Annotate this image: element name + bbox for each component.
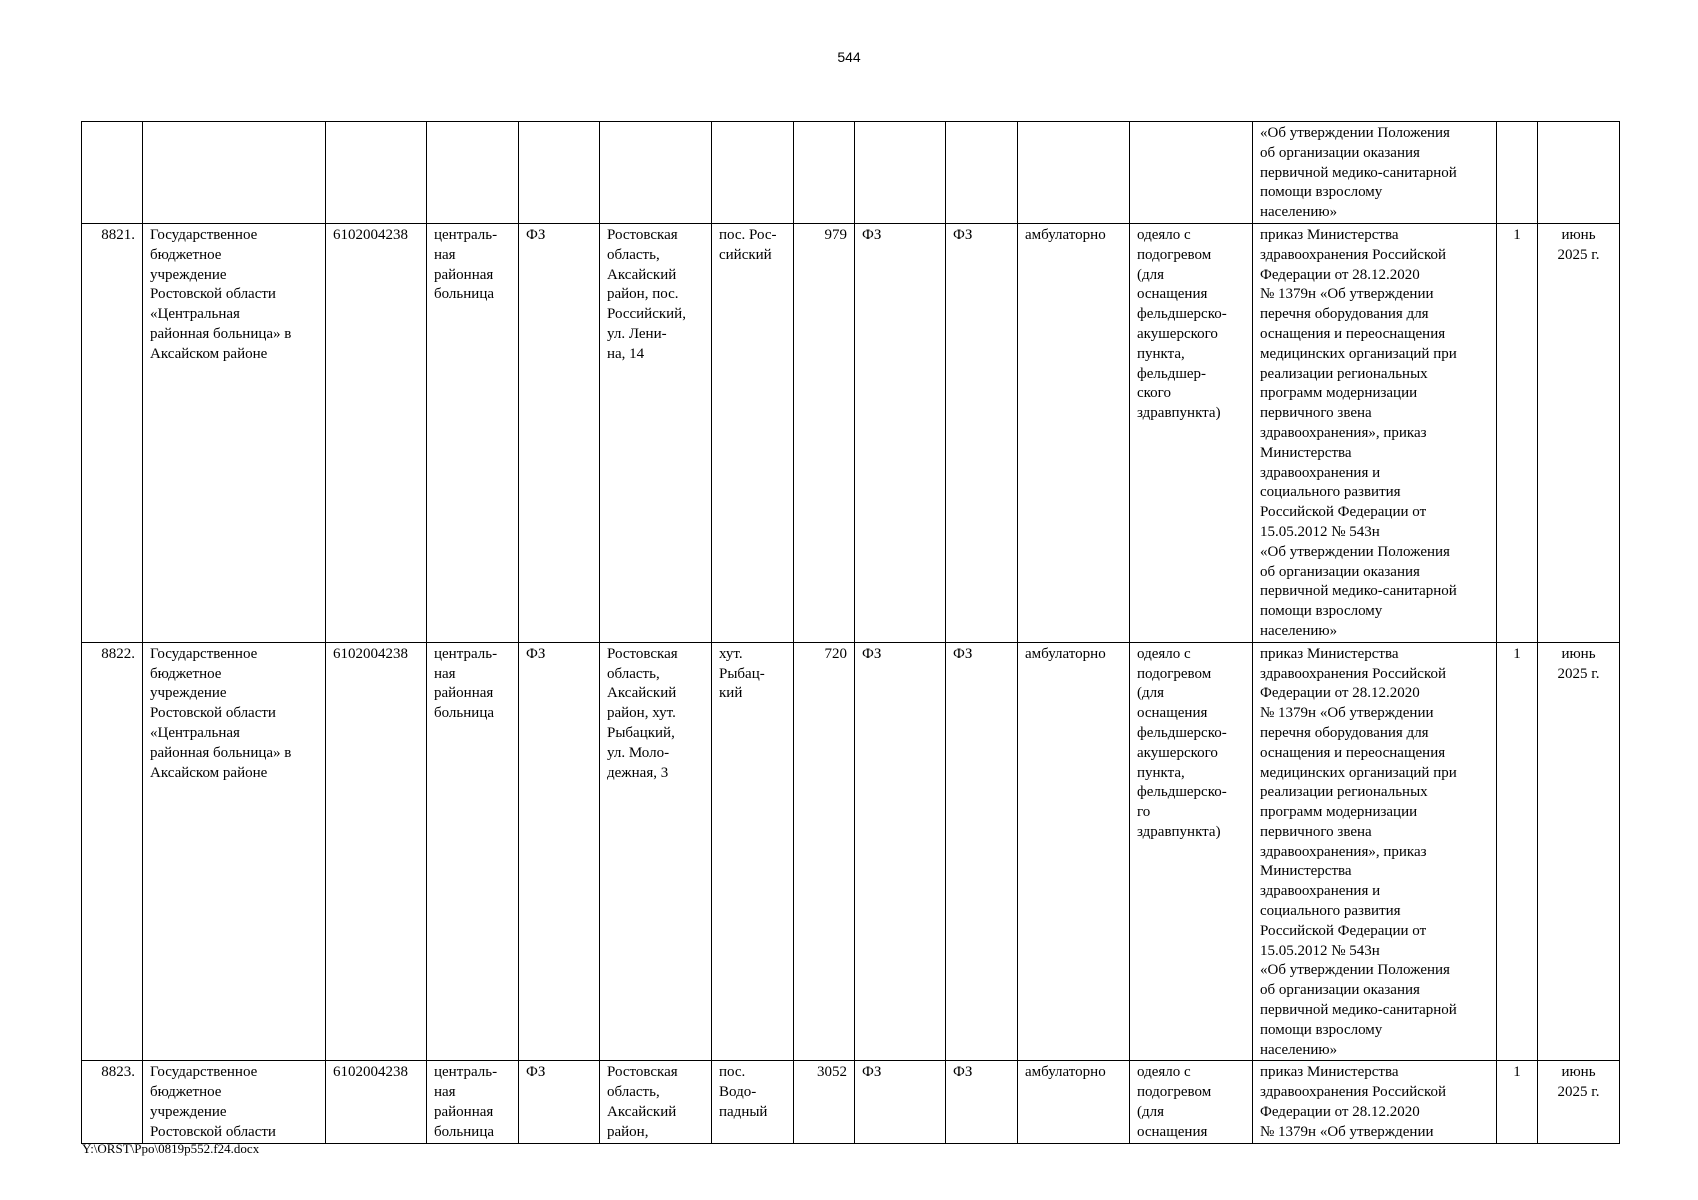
cell-locality [712, 122, 794, 224]
cell-org-type [427, 122, 519, 224]
cell-population [794, 122, 855, 224]
cell-quantity: 1 [1497, 642, 1538, 1061]
equipment-table [81, 121, 1620, 1144]
cell-org-type: централь- ная районная больница [427, 223, 519, 642]
cell-quantity [1497, 122, 1538, 224]
cell-care-form: амбулаторно [1018, 1061, 1130, 1143]
cell-equipment [1130, 122, 1253, 224]
cell-basis: приказ Министерства здравоохранения Российской Федерации от 28.12.2020 № 1379н «Об утверждении перечня оборудования для оснащения и переоснащения медицинских организаций при реализации региональных программ модернизации первичного звена здравоохранения», приказ Министерства здравоохранения и социального развития Российской Федерации от 15.05.2012 № 543н «Об утверждении Положения об организации оказания первичной медико-санитарной помощи взрослому населению» [1253, 223, 1497, 642]
cell-program: ФЗ [519, 223, 600, 642]
cell-num [82, 122, 143, 224]
cell-deadline [1538, 122, 1620, 224]
cell-col10: ФЗ [946, 1061, 1018, 1143]
cell-program [519, 122, 600, 224]
footer-file-path: Y:\ORST\Ppo\0819p552.f24.docx [82, 1141, 260, 1156]
cell-basis: приказ Министерства здравоохранения Российской Федерации от 28.12.2020 № 1379н «Об утверждении перечня оборудования для оснащения и переоснащения медицинских организаций при реализации региональных программ модернизации первичного звена здравоохранения», приказ Министерства здравоохранения и социального развития Российской Федерации от 15.05.2012 № 543н «Об утверждении Положения об организации оказания первичной медико-санитарной помощи взрослому населению» [1253, 642, 1497, 1061]
table-row [82, 642, 1620, 1061]
cell-population: 720 [794, 642, 855, 1061]
cell-inn: 6102004238 [326, 642, 427, 1061]
cell-care-form [1018, 122, 1130, 224]
cell-org: Государственное бюджетное учреждение Ростовской области «Центральная районная больница» в Аксайском районе [143, 223, 326, 642]
cell-equipment: одеяло с подогревом (для оснащения фельдшерско- акушерского пункта, фельдшерско- го здравпункта) [1130, 642, 1253, 1061]
cell-col9: ФЗ [855, 642, 946, 1061]
row-number: 8822. [82, 642, 143, 1061]
cell-col9 [855, 122, 946, 224]
cell-org-type: централь- ная районная больница [427, 642, 519, 1061]
cell-address [600, 122, 712, 224]
cell-care-form: амбулаторно [1018, 223, 1130, 642]
cell-col9: ФЗ [855, 1061, 946, 1143]
cell-care-form: амбулаторно [1018, 642, 1130, 1061]
cell-program: ФЗ [519, 642, 600, 1061]
row-number: 8823. [82, 1061, 143, 1143]
cell-deadline: июнь 2025 г. [1538, 642, 1620, 1061]
cell-inn: 6102004238 [326, 1061, 427, 1143]
table-row [82, 1061, 1620, 1143]
cell-equipment: одеяло с подогревом (для оснащения [1130, 1061, 1253, 1143]
cell-quantity: 1 [1497, 1061, 1538, 1143]
cell-locality: пос. Рос- сийский [712, 223, 794, 642]
table-row-continuation [82, 122, 1620, 224]
cell-program: ФЗ [519, 1061, 600, 1143]
cell-col9: ФЗ [855, 223, 946, 642]
cell-deadline: июнь 2025 г. [1538, 223, 1620, 642]
cell-inn [326, 122, 427, 224]
cell-address: Ростовская область, Аксайский район, [600, 1061, 712, 1143]
cell-population: 979 [794, 223, 855, 642]
cell-basis: приказ Министерства здравоохранения Российской Федерации от 28.12.2020 № 1379н «Об утверждении [1253, 1061, 1497, 1143]
cell-address: Ростовская область, Аксайский район, пос. Российский, ул. Лени- на, 14 [600, 223, 712, 642]
cell-quantity: 1 [1497, 223, 1538, 642]
cell-org [143, 122, 326, 224]
cell-basis: «Об утверждении Положения об организации оказания первичной медико-санитарной помощи взрослому населению» [1253, 122, 1497, 224]
cell-col10: ФЗ [946, 223, 1018, 642]
cell-address: Ростовская область, Аксайский район, хут. Рыбацкий, ул. Моло- дежная, 3 [600, 642, 712, 1061]
cell-org: Государственное бюджетное учреждение Ростовской области «Центральная районная больница» в Аксайском районе [143, 642, 326, 1061]
cell-col10: ФЗ [946, 642, 1018, 1061]
page-number: 544 [837, 49, 861, 65]
cell-locality: хут. Рыбац- кий [712, 642, 794, 1061]
cell-population: 3052 [794, 1061, 855, 1143]
cell-org: Государственное бюджетное учреждение Ростовской области [143, 1061, 326, 1143]
cell-org-type: централь- ная районная больница [427, 1061, 519, 1143]
row-number: 8821. [82, 223, 143, 642]
cell-col10 [946, 122, 1018, 224]
cell-locality: пос. Водо- падный [712, 1061, 794, 1143]
cell-equipment: одеяло с подогревом (для оснащения фельдшерско- акушерского пункта, фельдшер- ского здравпункта) [1130, 223, 1253, 642]
cell-deadline: июнь 2025 г. [1538, 1061, 1620, 1143]
table-row [82, 223, 1620, 642]
cell-inn: 6102004238 [326, 223, 427, 642]
